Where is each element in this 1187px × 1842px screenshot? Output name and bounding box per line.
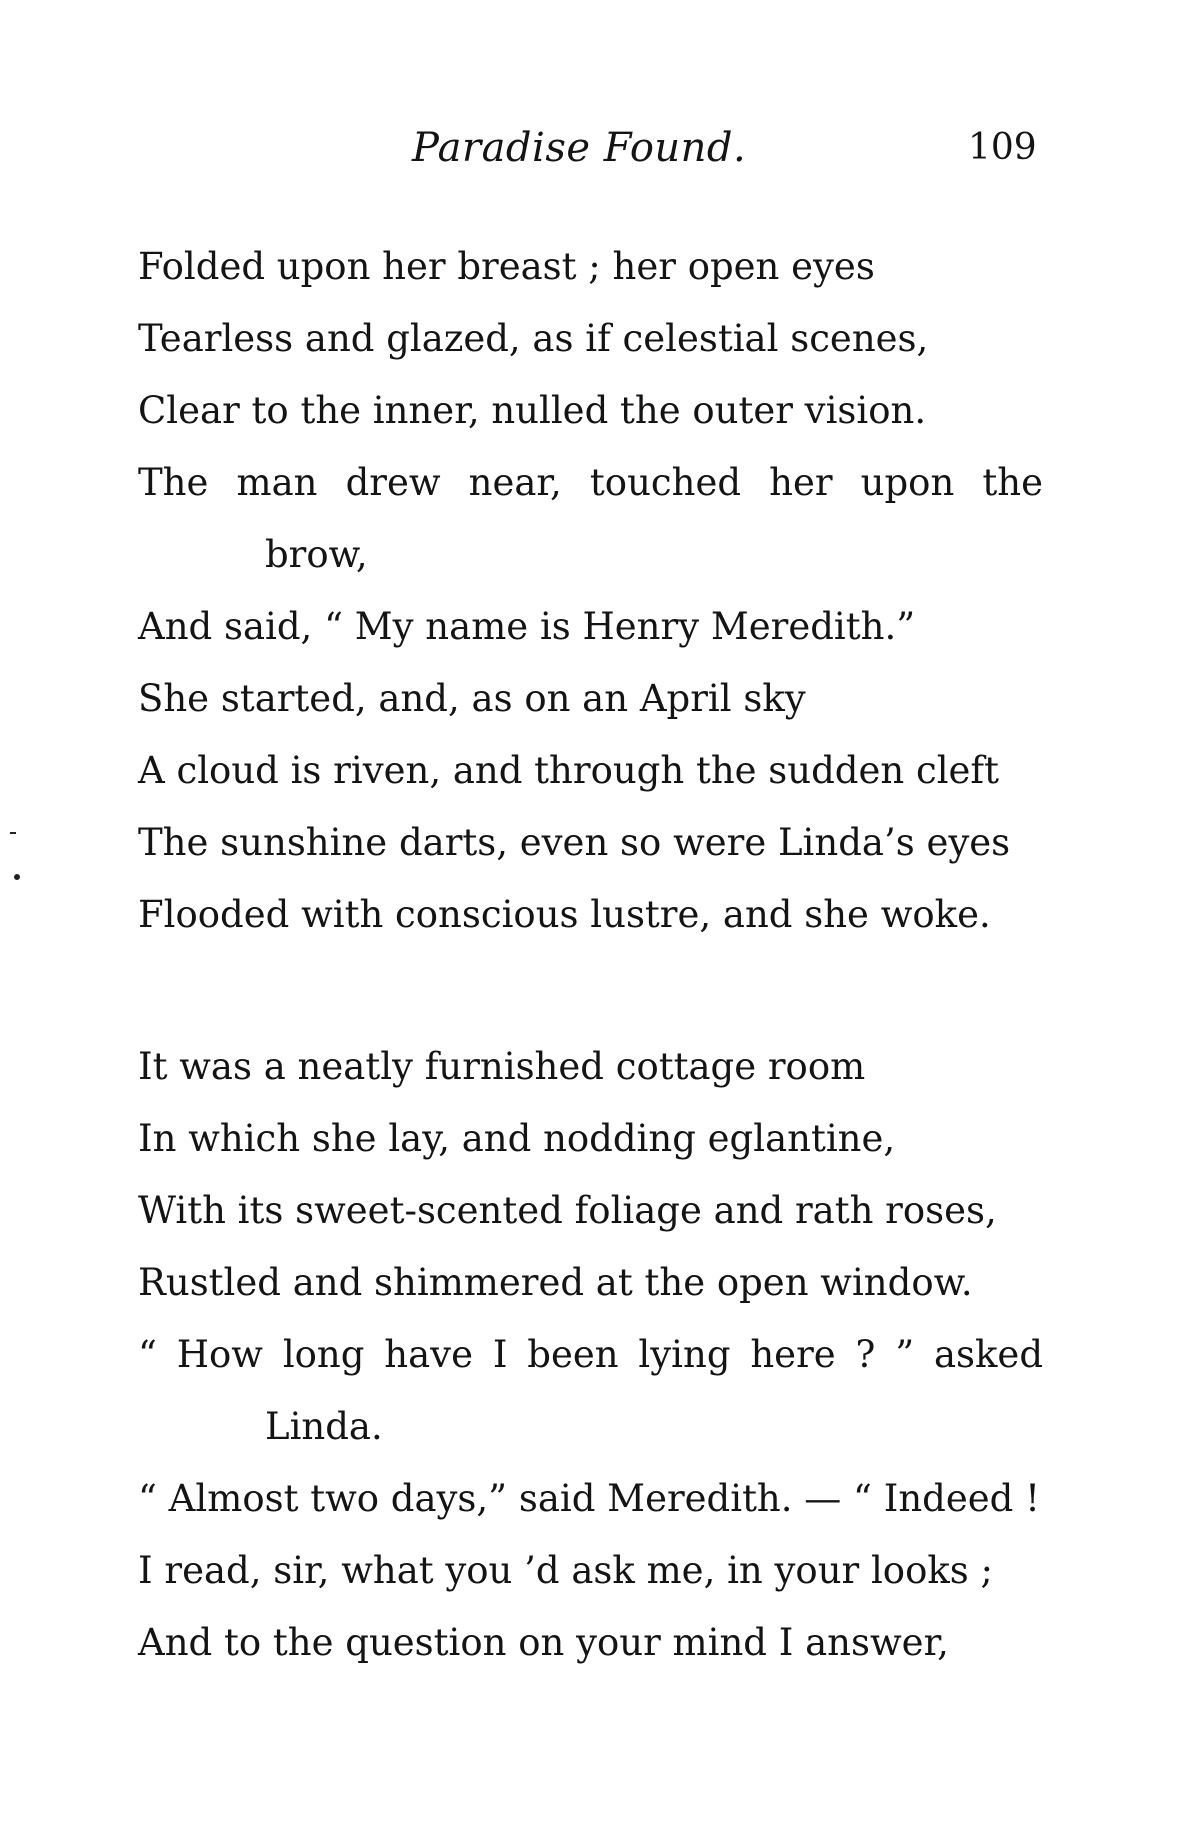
- verse-line: She started, and, as on an April sky: [138, 677, 806, 720]
- verse-line: And said, “ My name is Henry Meredith.”: [138, 605, 916, 648]
- verse-line: Folded upon her breast ; her open eyes: [138, 245, 875, 288]
- verse-line: Tearless and glazed, as if celestial scenes,: [138, 317, 929, 360]
- verse-line: In which she lay, and nodding eglantine,: [138, 1117, 896, 1160]
- verse-line: With its sweet-scented foliage and rath roses,: [138, 1189, 997, 1232]
- verse-line: It was a neatly furnished cottage room: [138, 1045, 866, 1088]
- verse-line-continuation: brow,: [265, 533, 368, 576]
- verse-line: “ How long have I been lying here ? ” asked: [138, 1333, 1043, 1376]
- verse-line: Flooded with conscious lustre, and she woke.: [138, 893, 991, 936]
- verse-line: The sunshine darts, even so were Linda’s eyes: [138, 821, 1011, 864]
- verse-line-continuation: Linda.: [265, 1405, 383, 1448]
- verse-line: And to the question on your mind I answer,: [138, 1621, 949, 1664]
- verse-line: Clear to the inner, nulled the outer vision.: [138, 389, 927, 432]
- scan-speck: [14, 874, 20, 880]
- verse-line: Rustled and shimmered at the open window.: [138, 1261, 973, 1304]
- scan-speck: [10, 832, 16, 834]
- running-title: Paradise Found.: [412, 125, 747, 171]
- verse-line: The man drew near, touched her upon the: [138, 461, 1043, 504]
- page-number: 109: [968, 127, 1037, 168]
- verse-line: “ Almost two days,” said Meredith. — “ Indeed !: [138, 1477, 1040, 1520]
- verse-line: I read, sir, what you ’d ask me, in your looks ;: [138, 1549, 993, 1592]
- verse-line: A cloud is riven, and through the sudden cleft: [138, 749, 999, 792]
